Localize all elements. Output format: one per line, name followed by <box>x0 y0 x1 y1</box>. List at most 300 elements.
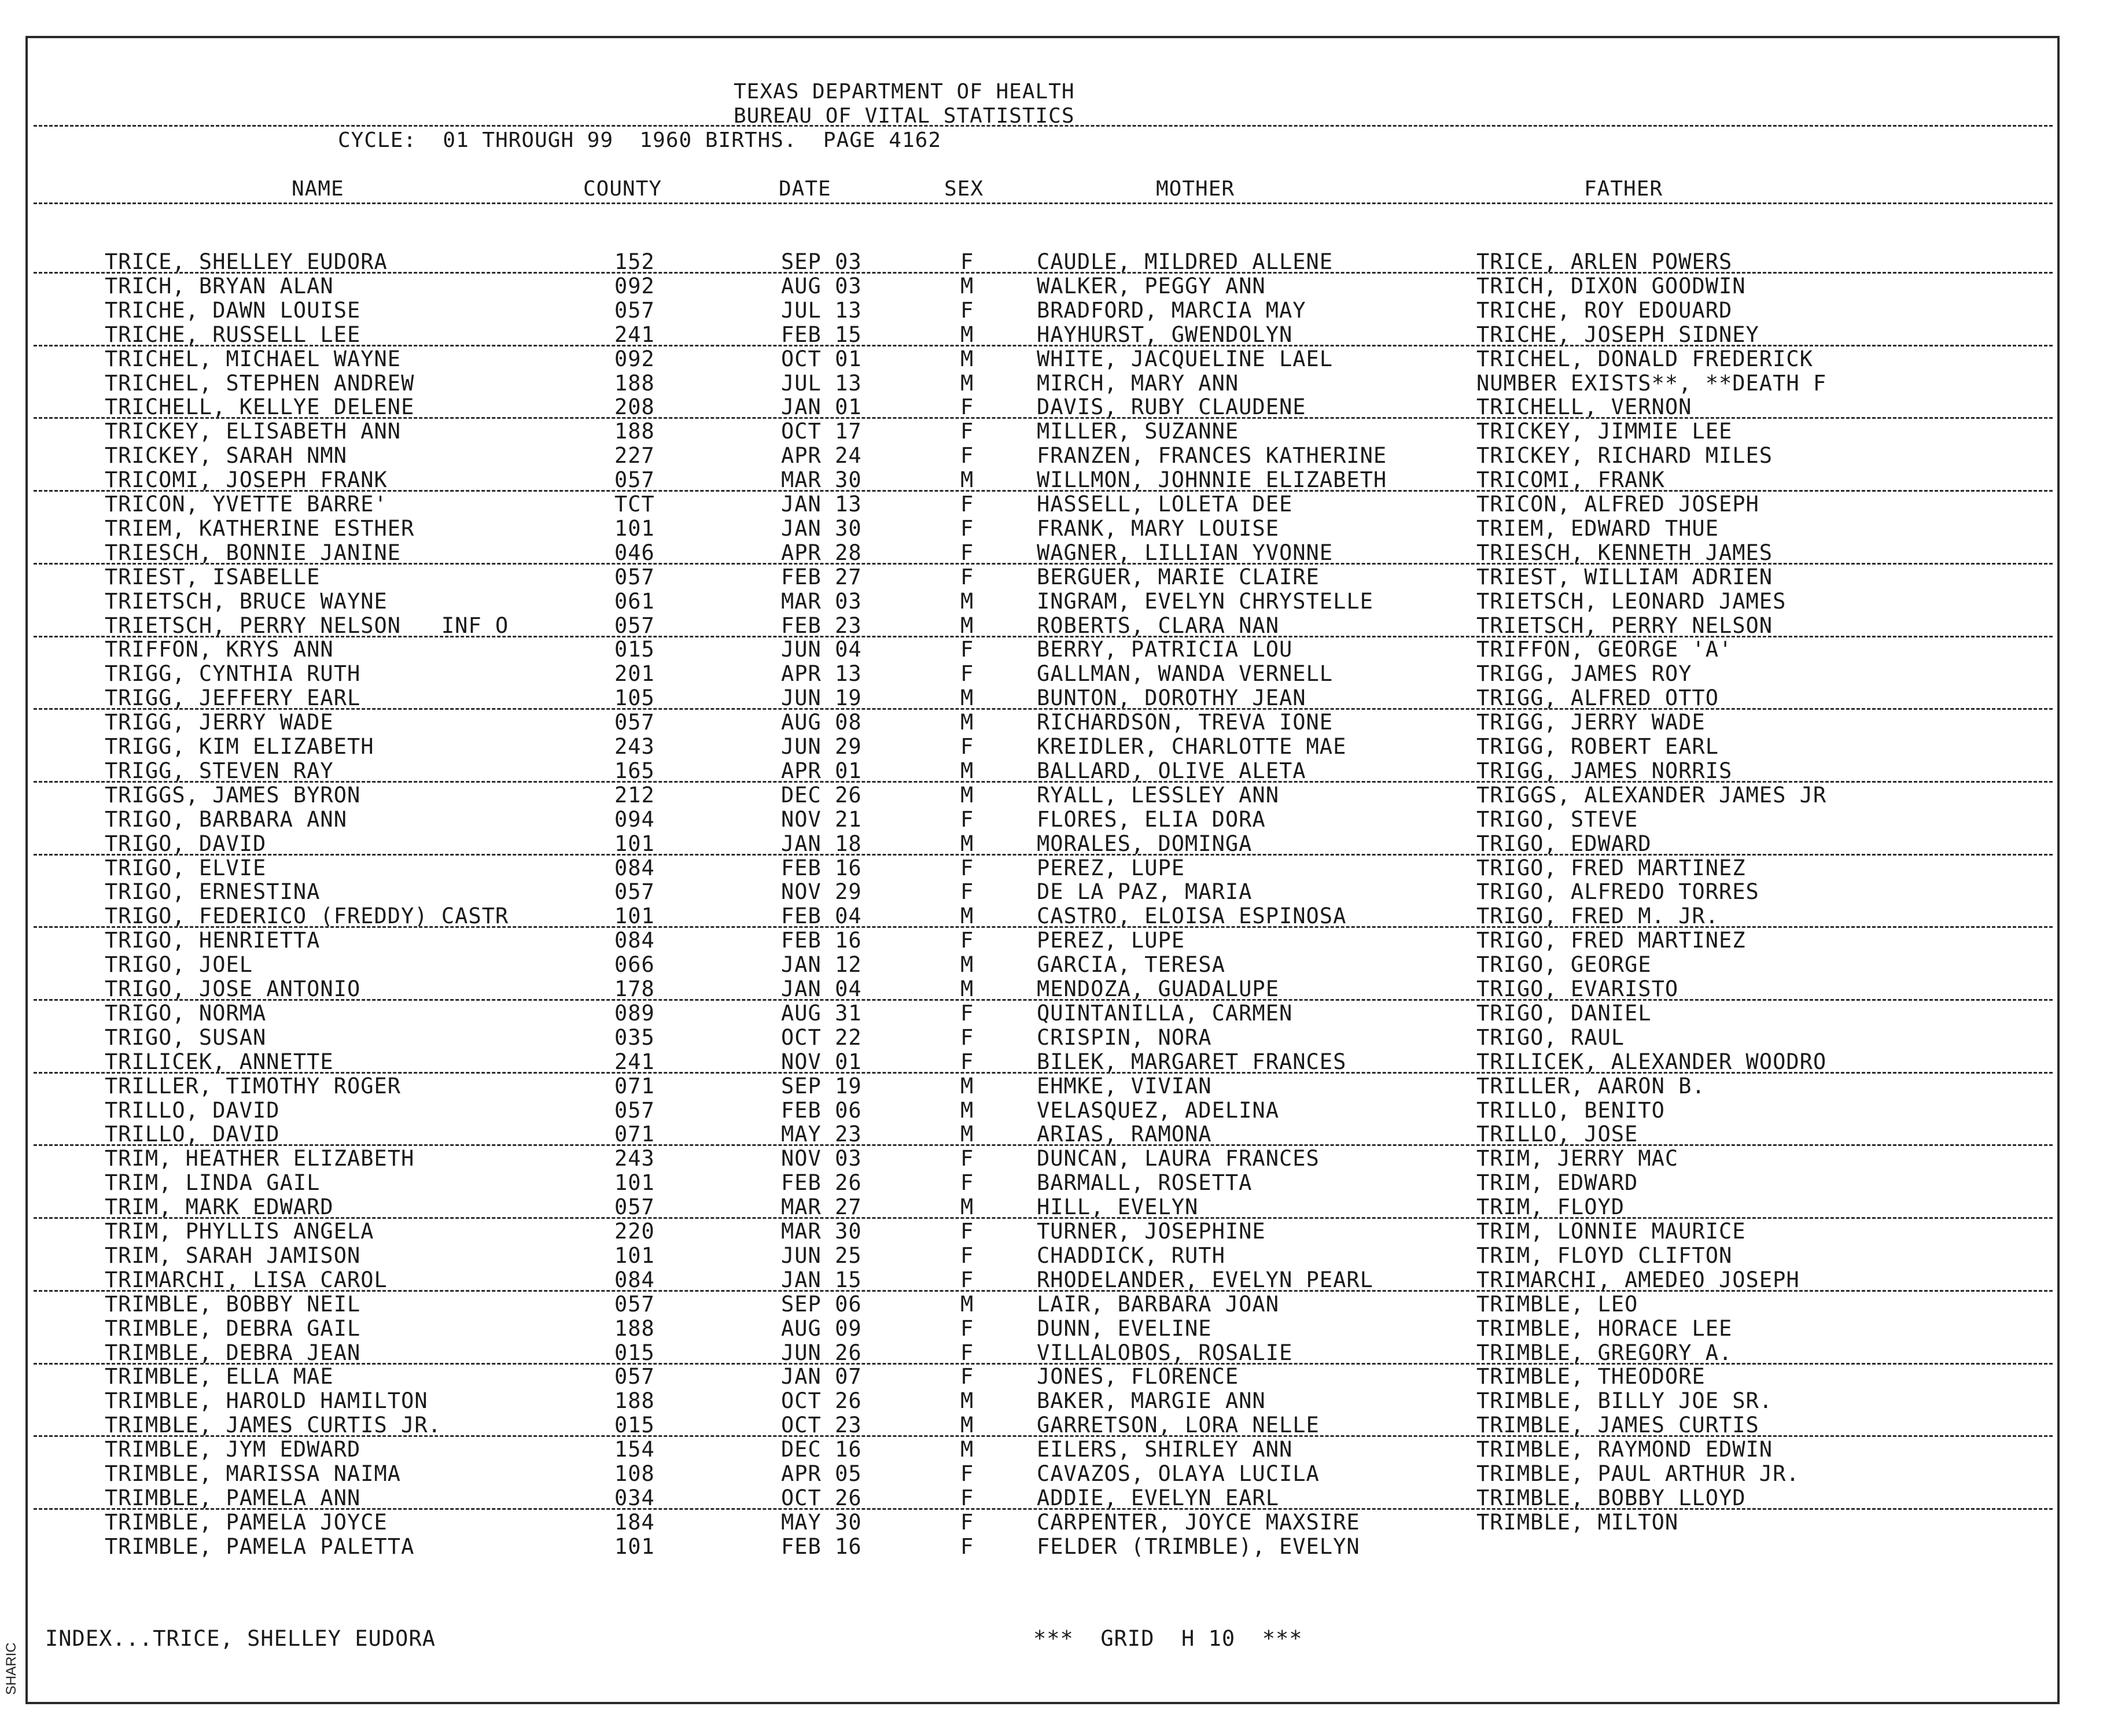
cell-name: TRIESCH, BONNIE JANINE <box>105 540 402 565</box>
cell-date: DEC 16 <box>781 1437 862 1462</box>
divider <box>34 125 2053 127</box>
cell-date: MAR 03 <box>781 588 862 614</box>
cell-mother: EHMKE, VIVIAN <box>1037 1073 1212 1099</box>
cell-name: TRIMARCHI, LISA CAROL <box>105 1267 388 1292</box>
cell-sex: F <box>960 637 974 662</box>
table-row <box>28 1317 2057 1341</box>
cell-mother: MENDOZA, GUADALUPE <box>1037 976 1279 1001</box>
cell-county: 241 <box>614 322 655 347</box>
cell-father: TRIMBLE, LEO <box>1476 1291 1638 1317</box>
cell-name: TRICE, SHELLEY EUDORA <box>105 249 388 274</box>
cell-mother: ADDIE, EVELYN EARL <box>1037 1485 1279 1510</box>
cell-name: TRIM, SARAH JAMISON <box>105 1243 361 1268</box>
table-row <box>28 1195 2057 1219</box>
table-row <box>28 1413 2057 1438</box>
cell-father: TRILLO, BENITO <box>1476 1097 1665 1123</box>
cell-county: 094 <box>614 806 655 832</box>
cell-sex: F <box>960 1243 974 1268</box>
cell-mother: GARCIA, TERESA <box>1037 952 1225 978</box>
cell-father: TRIGO, FRED M. JR. <box>1476 904 1719 929</box>
cell-mother: ROBERTS, CLARA NAN <box>1037 613 1279 638</box>
cell-father: TRIGO, EVARISTO <box>1476 976 1679 1001</box>
table-row <box>28 808 2057 832</box>
cell-sex: M <box>960 685 974 711</box>
cell-sex: M <box>960 1097 974 1123</box>
cell-mother: JONES, FLORENCE <box>1037 1364 1239 1389</box>
cell-county: 188 <box>614 1388 655 1414</box>
cell-sex: F <box>960 855 974 880</box>
table-row <box>28 298 2057 323</box>
cell-father: TRIMBLE, BOBBY LLOYD <box>1476 1485 1746 1510</box>
cell-date: FEB 15 <box>781 322 862 347</box>
cell-county: 201 <box>614 661 655 687</box>
column-header-father: FATHER <box>1584 177 1663 201</box>
cell-county: 188 <box>614 370 655 396</box>
cell-county: 057 <box>614 710 655 735</box>
cell-mother: GALLMAN, WANDA VERNELL <box>1037 661 1334 687</box>
cell-mother: CHADDICK, RUTH <box>1037 1243 1225 1268</box>
cell-name: TRILLER, TIMOTHY ROGER <box>105 1073 402 1099</box>
cell-date: JAN 12 <box>781 952 862 978</box>
cell-mother: WILLMON, JOHNNIE ELIZABETH <box>1037 467 1387 493</box>
table-row <box>28 517 2057 541</box>
table-row <box>28 468 2057 492</box>
cell-date: JUN 04 <box>781 637 862 662</box>
cell-county: 071 <box>614 1073 655 1099</box>
table-row <box>28 832 2057 856</box>
cell-sex: F <box>960 1461 974 1486</box>
cell-name: TRIETSCH, PERRY NELSON INF O <box>105 613 509 638</box>
cell-date: APR 01 <box>781 758 862 783</box>
cell-date: MAR 27 <box>781 1195 862 1220</box>
side-label: SHARIC <box>3 1642 19 1695</box>
table-row <box>28 274 2057 298</box>
cell-county: 035 <box>614 1024 655 1050</box>
cell-name: TRICHE, RUSSELL LEE <box>105 322 361 347</box>
column-header-name: NAME <box>292 177 344 201</box>
table-row <box>28 1147 2057 1171</box>
cell-mother: INGRAM, EVELYN CHRYSTELLE <box>1037 588 1373 614</box>
cell-date: APR 28 <box>781 540 862 565</box>
cell-county: 101 <box>614 515 655 541</box>
table-row <box>28 444 2057 468</box>
cell-county: 057 <box>614 564 655 589</box>
table-row <box>28 1486 2057 1510</box>
document-frame <box>25 36 2060 1704</box>
cell-date: MAR 30 <box>781 1219 862 1244</box>
cell-county: 108 <box>614 1461 655 1486</box>
cell-name: TRIGO, SUSAN <box>105 1024 267 1050</box>
cell-mother: ARIAS, RAMONA <box>1037 1122 1212 1147</box>
cell-name: TRIEST, ISABELLE <box>105 564 321 589</box>
cell-father: TRIGO, DANIEL <box>1476 1000 1652 1026</box>
table-row <box>28 1510 2057 1535</box>
cell-name: TRIETSCH, BRUCE WAYNE <box>105 588 388 614</box>
cell-father: TRICHE, ROY EDOUARD <box>1476 297 1733 323</box>
cell-name: TRIGO, ELVIE <box>105 855 267 880</box>
cell-mother: HILL, EVELYN <box>1037 1195 1199 1220</box>
cell-county: 227 <box>614 443 655 469</box>
cell-sex: F <box>960 443 974 469</box>
cell-date: FEB 27 <box>781 564 862 589</box>
cell-father: TRICHEL, DONALD FREDERICK <box>1476 346 1813 371</box>
cell-name: TRIM, PHYLLIS ANGELA <box>105 1219 374 1244</box>
cell-father: TRIGO, STEVE <box>1476 806 1638 832</box>
divider <box>34 202 2053 204</box>
cell-date: NOV 03 <box>781 1146 862 1171</box>
cell-sex: F <box>960 661 974 687</box>
cell-sex: F <box>960 1146 974 1171</box>
cell-county: 084 <box>614 855 655 880</box>
cell-county: 061 <box>614 588 655 614</box>
cell-father: TRIM, LONNIE MAURICE <box>1476 1219 1746 1244</box>
cell-county: 092 <box>614 346 655 371</box>
cell-county: 101 <box>614 1243 655 1268</box>
table-row <box>28 1462 2057 1486</box>
cell-county: 057 <box>614 613 655 638</box>
cell-sex: F <box>960 1315 974 1341</box>
cell-name: TRIGO, ERNESTINA <box>105 879 321 905</box>
cell-sex: F <box>960 395 974 420</box>
cell-date: OCT 26 <box>781 1485 862 1510</box>
cell-county: 071 <box>614 1122 655 1147</box>
cell-date: JUN 29 <box>781 734 862 759</box>
cell-father: TRIGGS, ALEXANDER JAMES JR <box>1476 782 1827 808</box>
cell-father: TRICKEY, JIMMIE LEE <box>1476 419 1733 444</box>
table-row <box>28 1122 2057 1147</box>
cell-county: 084 <box>614 1267 655 1292</box>
cell-date: APR 05 <box>781 1461 862 1486</box>
cell-father: TRIM, FLOYD CLIFTON <box>1476 1243 1733 1268</box>
cell-county: 101 <box>614 904 655 929</box>
cell-father: TRIMARCHI, AMEDEO JOSEPH <box>1476 1267 1800 1292</box>
header-line-1: TEXAS DEPARTMENT OF HEALTH <box>734 80 1075 104</box>
cell-date: MAY 30 <box>781 1509 862 1535</box>
cell-father: TRIGO, FRED MARTINEZ <box>1476 855 1746 880</box>
cell-name: TRIGO, BARBARA ANN <box>105 806 347 832</box>
cell-sex: F <box>960 297 974 323</box>
cell-name: TRIFFON, KRYS ANN <box>105 637 334 662</box>
table-row <box>28 371 2057 396</box>
cell-father: TRICOMI, FRANK <box>1476 467 1665 493</box>
cell-sex: M <box>960 1122 974 1147</box>
table-row <box>28 395 2057 419</box>
cell-mother: FELDER (TRIMBLE), EVELYN <box>1037 1534 1360 1559</box>
cell-father: TRIMBLE, RAYMOND EDWIN <box>1476 1437 1773 1462</box>
cell-name: TRICKEY, ELISABETH ANN <box>105 419 402 444</box>
table-row <box>28 1292 2057 1317</box>
cell-father: TRIM, FLOYD <box>1476 1195 1625 1220</box>
table-row <box>28 323 2057 347</box>
cell-date: JAN 07 <box>781 1364 862 1389</box>
cell-father: TRILICEK, ALEXANDER WOODRO <box>1476 1049 1827 1074</box>
cell-sex: M <box>960 613 974 638</box>
cell-county: 057 <box>614 1195 655 1220</box>
table-row <box>28 419 2057 444</box>
cell-sex: F <box>960 1534 974 1559</box>
table-row <box>28 1389 2057 1413</box>
cell-name: TRICON, YVETTE BARRE' <box>105 492 388 517</box>
cell-father: TRILLO, JOSE <box>1476 1122 1638 1147</box>
cell-father: TRIGG, JAMES NORRIS <box>1476 758 1733 783</box>
cell-date: JUN 19 <box>781 685 862 711</box>
cell-date: JUL 13 <box>781 297 862 323</box>
cell-date: FEB 26 <box>781 1170 862 1196</box>
column-header-county: COUNTY <box>583 177 662 201</box>
cell-mother: CAVAZOS, OLAYA LUCILA <box>1037 1461 1320 1486</box>
cell-father: TRIMBLE, BILLY JOE SR. <box>1476 1388 1773 1414</box>
cell-mother: FRANK, MARY LOUISE <box>1037 515 1279 541</box>
cell-mother: BUNTON, DOROTHY JEAN <box>1037 685 1306 711</box>
cell-county: 034 <box>614 1485 655 1510</box>
cell-date: JAN 30 <box>781 515 862 541</box>
cell-name: TRIGO, HENRIETTA <box>105 928 321 953</box>
cell-father: TRIESCH, KENNETH JAMES <box>1476 540 1773 565</box>
cell-father: TRIEST, WILLIAM ADRIEN <box>1476 564 1773 589</box>
cell-name: TRIGG, STEVEN RAY <box>105 758 334 783</box>
cell-mother: QUINTANILLA, CARMEN <box>1037 1000 1293 1026</box>
cell-date: APR 13 <box>781 661 862 687</box>
cell-sex: M <box>960 322 974 347</box>
cell-county: 057 <box>614 1291 655 1317</box>
cell-name: TRIGGS, JAMES BYRON <box>105 782 361 808</box>
cell-name: TRIM, HEATHER ELIZABETH <box>105 1146 415 1171</box>
cell-date: NOV 21 <box>781 806 862 832</box>
cell-father: TRIETSCH, LEONARD JAMES <box>1476 588 1787 614</box>
cell-sex: F <box>960 1049 974 1074</box>
table-row <box>28 953 2057 977</box>
cell-name: TRIMBLE, DEBRA GAIL <box>105 1315 361 1341</box>
cell-county: 178 <box>614 976 655 1001</box>
cell-date: SEP 06 <box>781 1291 862 1317</box>
cell-sex: M <box>960 588 974 614</box>
table-row <box>28 1365 2057 1389</box>
cell-mother: CARPENTER, JOYCE MAXSIRE <box>1037 1509 1360 1535</box>
cell-father: TRIM, JERRY MAC <box>1476 1146 1679 1171</box>
cell-date: FEB 23 <box>781 613 862 638</box>
cell-county: 243 <box>614 734 655 759</box>
table-row <box>28 492 2057 517</box>
cell-sex: F <box>960 1000 974 1026</box>
cell-mother: DUNN, EVELINE <box>1037 1315 1212 1341</box>
cell-mother: DE LA PAZ, MARIA <box>1037 879 1253 905</box>
cell-mother: VELASQUEZ, ADELINA <box>1037 1097 1279 1123</box>
cell-father: TRICHE, JOSEPH SIDNEY <box>1476 322 1759 347</box>
cell-name: TRIMBLE, BOBBY NEIL <box>105 1291 361 1317</box>
cell-date: FEB 06 <box>781 1097 862 1123</box>
cell-name: TRICHEL, STEPHEN ANDREW <box>105 370 415 396</box>
cell-father: TRIGG, ALFRED OTTO <box>1476 685 1719 711</box>
table-row <box>28 565 2057 589</box>
cell-father: TRIGO, ALFREDO TORRES <box>1476 879 1759 905</box>
cell-sex: M <box>960 976 974 1001</box>
cell-mother: CRISPIN, NORA <box>1037 1024 1212 1050</box>
cell-sex: M <box>960 782 974 808</box>
cell-date: OCT 23 <box>781 1413 862 1438</box>
cell-name: TRIMBLE, JAMES CURTIS JR. <box>105 1413 441 1438</box>
cell-mother: WALKER, PEGGY ANN <box>1037 273 1266 298</box>
cell-county: 154 <box>614 1437 655 1462</box>
cell-mother: BERGUER, MARIE CLAIRE <box>1037 564 1320 589</box>
header-line-2: BUREAU OF VITAL STATISTICS <box>734 104 1075 128</box>
cell-date: FEB 16 <box>781 928 862 953</box>
cell-county: 084 <box>614 928 655 953</box>
cell-mother: RHODELANDER, EVELYN PEARL <box>1037 1267 1373 1292</box>
cell-name: TRICHE, DAWN LOUISE <box>105 297 361 323</box>
cell-name: TRIMBLE, PAMELA ANN <box>105 1485 361 1510</box>
table-row <box>28 1171 2057 1195</box>
cell-father: TRIGO, EDWARD <box>1476 831 1652 856</box>
cell-name: TRIGO, DAVID <box>105 831 267 856</box>
cell-mother: PEREZ, LUPE <box>1037 855 1185 880</box>
cell-father: TRIGG, ROBERT EARL <box>1476 734 1719 759</box>
table-row <box>28 1268 2057 1292</box>
table-row <box>28 637 2057 662</box>
table-row <box>28 783 2057 808</box>
cell-father: TRIFFON, GEORGE 'A' <box>1476 637 1733 662</box>
cell-father: TRICKEY, RICHARD MILES <box>1476 443 1773 469</box>
cell-sex: M <box>960 1437 974 1462</box>
cell-sex: F <box>960 1485 974 1510</box>
table-row <box>28 735 2057 759</box>
cell-mother: BARMALL, ROSETTA <box>1037 1170 1253 1196</box>
table-row <box>28 856 2057 880</box>
cell-mother: FRANZEN, FRANCES KATHERINE <box>1037 443 1387 469</box>
cell-name: TRIMBLE, MARISSA NAIMA <box>105 1461 402 1486</box>
cell-county: 184 <box>614 1509 655 1535</box>
cell-mother: TURNER, JOSEPHINE <box>1037 1219 1266 1244</box>
table-row <box>28 662 2057 686</box>
cell-date: JAN 15 <box>781 1267 862 1292</box>
cell-sex: M <box>960 904 974 929</box>
cell-sex: F <box>960 928 974 953</box>
cell-county: 208 <box>614 395 655 420</box>
cell-sex: F <box>960 1170 974 1196</box>
cell-name: TRIM, MARK EDWARD <box>105 1195 334 1220</box>
cell-father: TRIGO, GEORGE <box>1476 952 1652 978</box>
table-row <box>28 977 2057 1001</box>
cell-date: NOV 29 <box>781 879 862 905</box>
cell-date: OCT 17 <box>781 419 862 444</box>
table-row <box>28 1438 2057 1462</box>
table-row <box>28 1074 2057 1099</box>
cell-sex: F <box>960 419 974 444</box>
cell-county: TCT <box>614 492 655 517</box>
cell-county: 057 <box>614 467 655 493</box>
table-row <box>28 1001 2057 1026</box>
cell-mother: EILERS, SHIRLEY ANN <box>1037 1437 1293 1462</box>
cell-mother: DAVIS, RUBY CLAUDENE <box>1037 395 1306 420</box>
cell-father: TRIM, EDWARD <box>1476 1170 1638 1196</box>
cell-mother: GARRETSON, LORA NELLE <box>1037 1413 1320 1438</box>
table-row <box>28 1244 2057 1268</box>
cell-county: 188 <box>614 1315 655 1341</box>
cell-sex: F <box>960 249 974 274</box>
cell-date: JAN 01 <box>781 395 862 420</box>
cell-name: TRIM, LINDA GAIL <box>105 1170 321 1196</box>
cell-date: NOV 01 <box>781 1049 862 1074</box>
cell-mother: WAGNER, LILLIAN YVONNE <box>1037 540 1334 565</box>
cell-sex: F <box>960 806 974 832</box>
cell-name: TRIMBLE, HAROLD HAMILTON <box>105 1388 428 1414</box>
cell-father: TRIEM, EDWARD THUE <box>1476 515 1719 541</box>
cell-sex: F <box>960 1024 974 1050</box>
cell-name: TRICHEL, MICHAEL WAYNE <box>105 346 402 371</box>
table-row <box>28 1341 2057 1365</box>
cell-mother: HASSELL, LOLETA DEE <box>1037 492 1293 517</box>
cell-name: TRIGO, NORMA <box>105 1000 267 1026</box>
cell-date: JAN 13 <box>781 492 862 517</box>
cell-date: SEP 19 <box>781 1073 862 1099</box>
table-row <box>28 347 2057 371</box>
cell-name: TRIMBLE, DEBRA JEAN <box>105 1340 361 1365</box>
cell-mother: HAYHURST, GWENDOLYN <box>1037 322 1293 347</box>
cell-county: 101 <box>614 1170 655 1196</box>
cell-mother: PEREZ, LUPE <box>1037 928 1185 953</box>
table-row <box>28 1535 2057 1559</box>
cell-father: TRIMBLE, MILTON <box>1476 1509 1679 1535</box>
cell-father: TRIMBLE, HORACE LEE <box>1476 1315 1733 1341</box>
column-header-mother: MOTHER <box>1156 177 1235 201</box>
cell-sex: F <box>960 1267 974 1292</box>
cell-sex: F <box>960 879 974 905</box>
cell-name: TRIMBLE, JYM EDWARD <box>105 1437 361 1462</box>
cell-mother: BAKER, MARGIE ANN <box>1037 1388 1266 1414</box>
cell-mother: WHITE, JACQUELINE LAEL <box>1037 346 1334 371</box>
table-row <box>28 710 2057 735</box>
cell-date: OCT 01 <box>781 346 862 371</box>
cell-mother: BERRY, PATRICIA LOU <box>1037 637 1293 662</box>
cell-county: 188 <box>614 419 655 444</box>
cell-date: FEB 04 <box>781 904 862 929</box>
table-row <box>28 1099 2057 1123</box>
cell-sex: F <box>960 564 974 589</box>
cell-name: TRIGO, JOSE ANTONIO <box>105 976 361 1001</box>
cell-father: TRIMBLE, JAMES CURTIS <box>1476 1413 1759 1438</box>
cell-county: 212 <box>614 782 655 808</box>
cell-county: 220 <box>614 1219 655 1244</box>
cell-sex: F <box>960 515 974 541</box>
cell-father: TRIMBLE, PAUL ARTHUR JR. <box>1476 1461 1800 1486</box>
cell-name: TRIGO, FEDERICO (FREDDY) CASTR <box>105 904 509 929</box>
cell-date: JUL 13 <box>781 370 862 396</box>
cell-county: 015 <box>614 1340 655 1365</box>
cell-county: 092 <box>614 273 655 298</box>
table-row <box>28 880 2057 904</box>
cell-name: TRILICEK, ANNETTE <box>105 1049 334 1074</box>
cell-mother: FLORES, ELIA DORA <box>1037 806 1266 832</box>
cell-date: AUG 03 <box>781 273 862 298</box>
cell-county: 057 <box>614 1364 655 1389</box>
cell-father: TRICON, ALFRED JOSEPH <box>1476 492 1759 517</box>
cell-date: SEP 03 <box>781 249 862 274</box>
cell-mother: RICHARDSON, TREVA IONE <box>1037 710 1334 735</box>
cell-mother: BILEK, MARGARET FRANCES <box>1037 1049 1347 1074</box>
cell-county: 066 <box>614 952 655 978</box>
cell-date: JUN 25 <box>781 1243 862 1268</box>
cell-name: TRIEM, KATHERINE ESTHER <box>105 515 415 541</box>
cell-father: TRIGO, FRED MARTINEZ <box>1476 928 1746 953</box>
cell-father: TRIMBLE, GREGORY A. <box>1476 1340 1733 1365</box>
cell-sex: M <box>960 370 974 396</box>
cell-county: 015 <box>614 1413 655 1438</box>
cell-date: JAN 04 <box>781 976 862 1001</box>
cell-date: FEB 16 <box>781 1534 862 1559</box>
cell-county: 101 <box>614 1534 655 1559</box>
cell-sex: M <box>960 710 974 735</box>
cell-mother: KREIDLER, CHARLOTTE MAE <box>1037 734 1347 759</box>
cell-name: TRIMBLE, PAMELA PALETTA <box>105 1534 415 1559</box>
